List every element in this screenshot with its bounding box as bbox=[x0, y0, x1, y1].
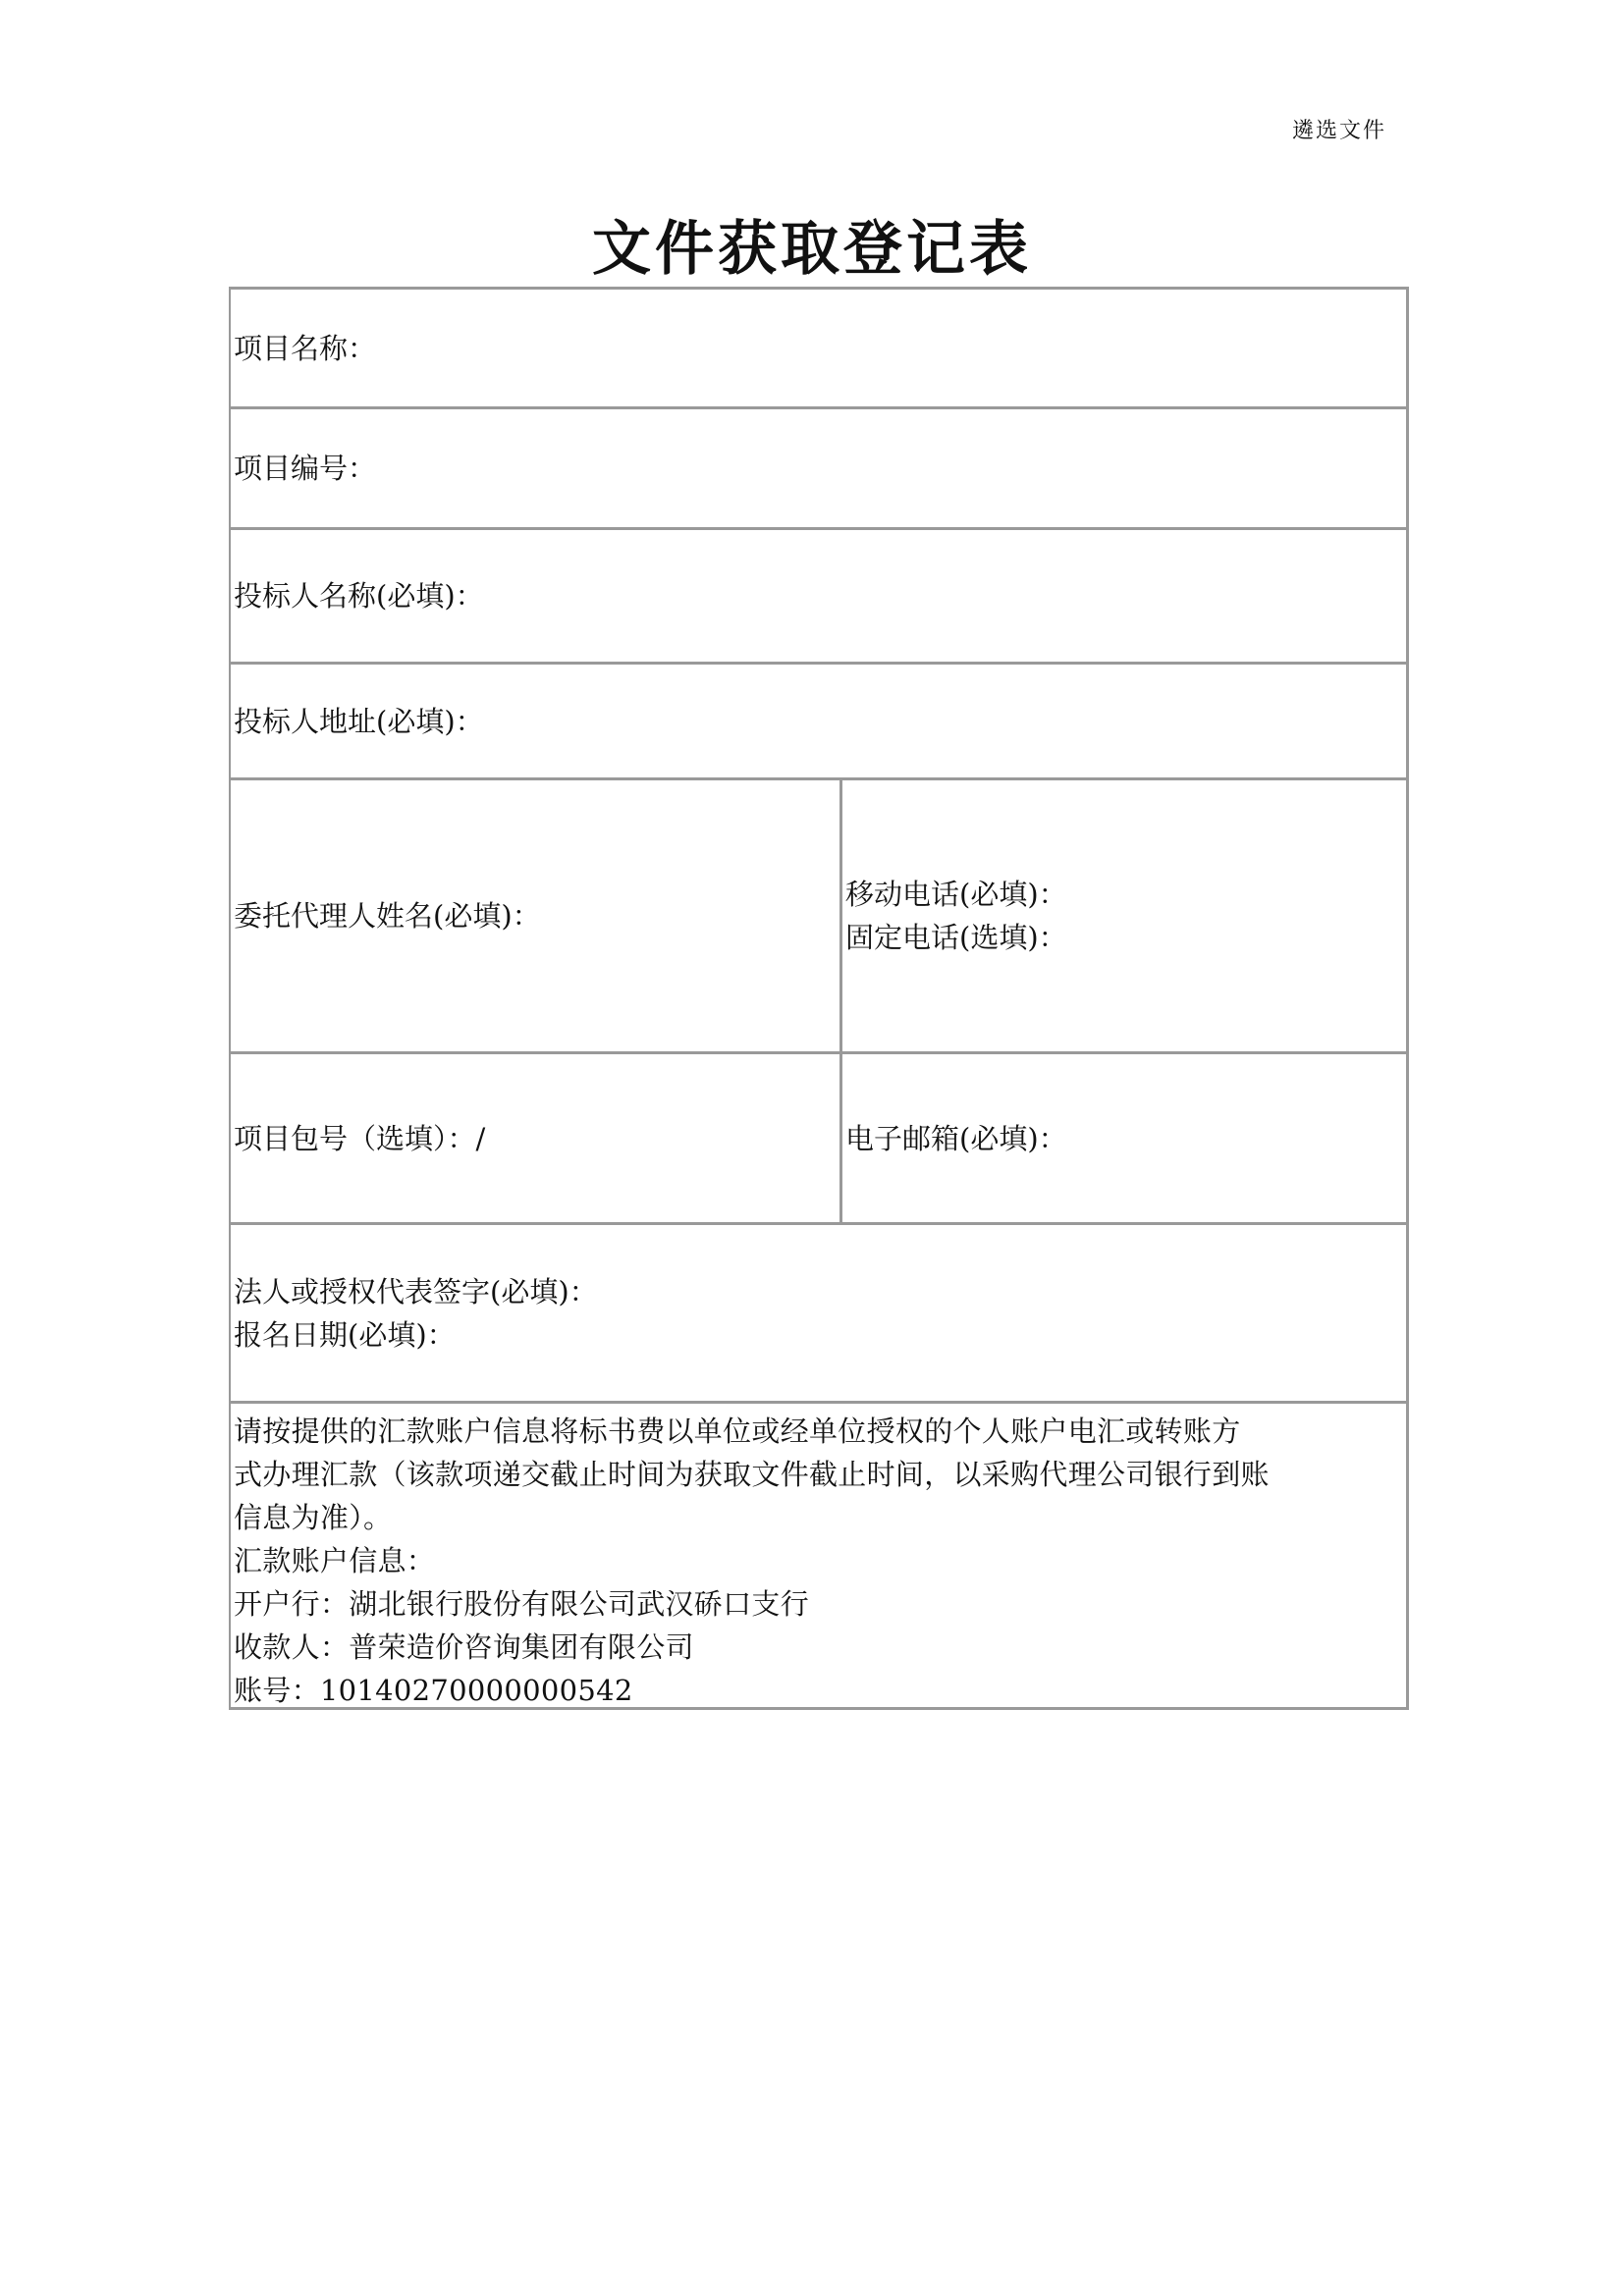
bank-name: 开户行：湖北银行股份有限公司武汉硚口支行 bbox=[234, 1587, 810, 1621]
header-note: 遴选文件 bbox=[1291, 119, 1386, 143]
project-number-cell[interactable] bbox=[231, 409, 1406, 527]
mobile-phone-label: 移动电话(必填)： bbox=[845, 878, 1067, 911]
row-bidder-address bbox=[231, 665, 1406, 780]
landline-phone-label: 固定电话(选填)： bbox=[845, 921, 1067, 954]
agent-name-cell[interactable] bbox=[231, 780, 842, 1051]
agent-name-label: 委托代理人姓名(必填)： bbox=[234, 899, 541, 933]
payee-name: 收款人：普荣造价咨询集团有限公司 bbox=[234, 1630, 694, 1664]
bidder-address-cell[interactable] bbox=[231, 665, 1406, 777]
registration-date-label: 报名日期(必填)： bbox=[234, 1317, 456, 1352]
row-project-name bbox=[231, 290, 1406, 409]
bidder-name-cell[interactable] bbox=[231, 530, 1406, 662]
project-number-label: 项目编号： bbox=[234, 452, 377, 485]
bidder-name-label: 投标人名称(必填)： bbox=[234, 579, 484, 613]
row-signature-date bbox=[231, 1225, 1406, 1404]
project-name-label: 项目名称： bbox=[234, 331, 377, 365]
document-title: 文件获取登记表 bbox=[592, 215, 1032, 284]
row-bidder-name bbox=[231, 530, 1406, 665]
row-agent-contact bbox=[231, 780, 1406, 1054]
row-project-number bbox=[231, 409, 1406, 530]
payment-instruction-line-2: 式办理汇款（该款项递交截止时间为获取文件截止时间，以采购代理公司银行到账 bbox=[234, 1458, 1270, 1491]
bidder-address-label: 投标人地址(必填)： bbox=[234, 704, 484, 738]
row-payment-info bbox=[231, 1404, 1406, 1710]
row-package-email bbox=[231, 1054, 1406, 1225]
package-number-label: 项目包号（选填）：/ bbox=[234, 1121, 486, 1155]
email-label: 电子邮箱(必填)： bbox=[845, 1121, 1067, 1155]
project-name-cell[interactable] bbox=[231, 290, 1406, 406]
email-cell[interactable] bbox=[842, 1054, 1406, 1222]
account-number: 账号：10140270000000542 bbox=[234, 1674, 633, 1707]
signature-date-cell[interactable] bbox=[231, 1225, 1406, 1401]
phone-cell[interactable] bbox=[842, 780, 1406, 1051]
account-info-label: 汇款账户信息： bbox=[234, 1544, 436, 1577]
package-number-cell[interactable] bbox=[231, 1054, 842, 1222]
payment-instruction-line-1: 请按提供的汇款账户信息将标书费以单位或经单位授权的个人账户电汇或转账方 bbox=[234, 1415, 1241, 1448]
registration-form-table bbox=[229, 287, 1409, 1710]
signature-label: 法人或授权代表签字(必填)： bbox=[234, 1274, 598, 1308]
payment-info-cell bbox=[231, 1404, 1406, 1707]
payment-instruction-line-3: 信息为准）。 bbox=[234, 1501, 393, 1534]
